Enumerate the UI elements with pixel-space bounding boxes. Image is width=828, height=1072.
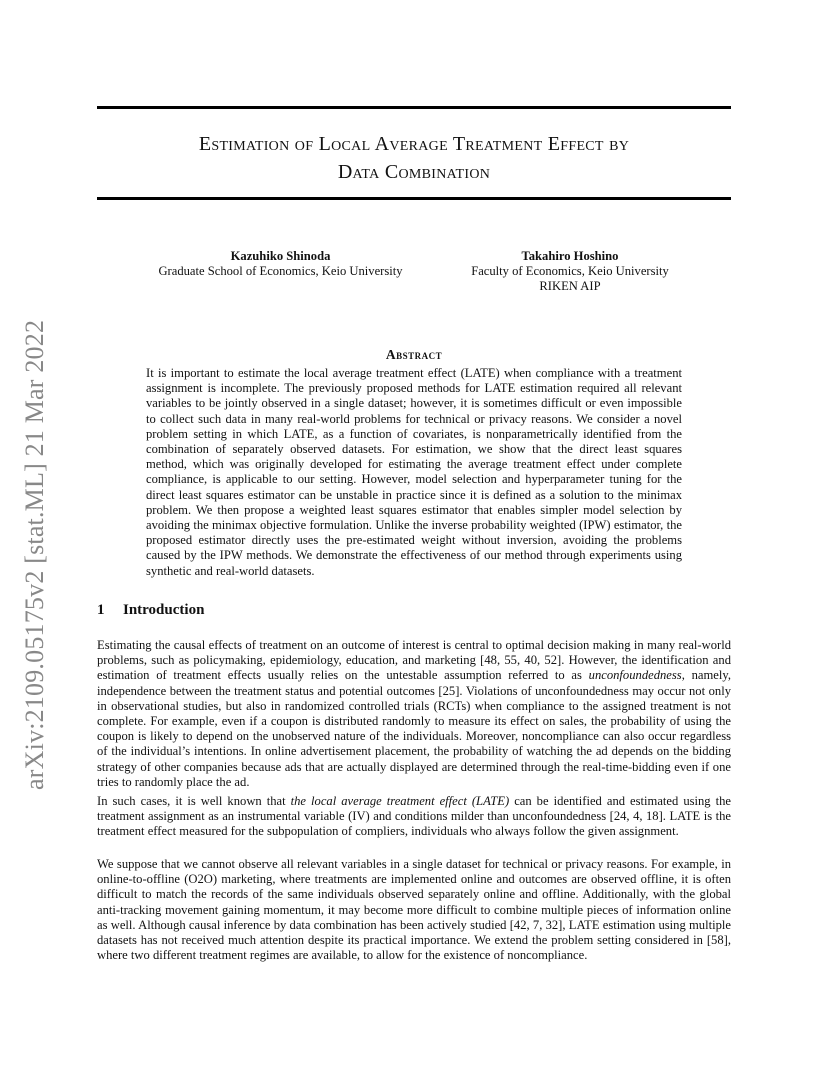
paragraph-text: We suppose that we cannot observe all relevant variables in a single dataset for technical or privacy reasons. For example, in online-to-offline (O2O) marketing, where treatments are implemented online and outcomes are observed offline, it is often difficult to match the records of the same individuals observed separately online and offline. Additionally, with the global anti-tracking movement gaining momentum, it may become more difficult to combine multiple pieces of information online as well. Although causal inference by data combination has been actively studied [42, 7, 32], LATE estimation using multiple datasets has not received much attention despite its practical importance. We extend the problem setting considered in [58], where two different treatment regimes are available, to allow for the existence of noncompliance. — [97, 857, 731, 963]
paragraph-text: Estimating the causal effects of treatment on an outcome of interest is central to optimal decision making in many real-world problems, such as policymaking, epidemiology, education, and marketing [48, 55, 40, 52]. However, the identification and estimation of treatment effects usually relies on the untestable assumption referred to as — [97, 638, 731, 683]
paper-title — [97, 130, 731, 186]
paragraph-text: In such cases, it is well known that — [97, 794, 291, 808]
section-heading — [97, 602, 204, 619]
author-affiliation: Graduate School of Economics, Keio University — [158, 264, 403, 278]
paragraph-emphasis: the local average treatment effect (LATE) — [290, 794, 510, 808]
section-title: Introduction — [123, 602, 205, 618]
title-bottom-rule — [97, 197, 731, 200]
author-affiliation: Faculty of Economics, Keio University — [471, 264, 669, 278]
paper-title-line-1: Estimation of Local Average Treatment Effect by — [198, 133, 630, 155]
section-number: 1 — [97, 602, 105, 618]
author-block — [138, 249, 423, 279]
body-paragraph — [97, 794, 731, 840]
paragraph-text: can be identified and estimated using the treatment assignment as an instrumental variable (IV) and conditions milder than unconfoundedness [24, 4, 18]. LATE is the treatment effect measured for the subpopulation of compliers, individuals who always follow the given assignment. — [97, 794, 732, 839]
body-paragraph — [97, 638, 731, 790]
paper-title-line-2: Data Combination — [337, 161, 491, 183]
author-name: Kazuhiko Shinoda — [230, 249, 331, 263]
abstract-heading: Abstract — [385, 347, 443, 362]
author-affiliation: RIKEN AIP — [539, 279, 601, 293]
author-name: Takahiro Hoshino — [521, 249, 619, 263]
paragraph-emphasis: unconfoundedness — [588, 668, 682, 683]
abstract-text: It is important to estimate the local average treatment effect (LATE) when compliance with a treatment assignment is incomplete. The previously proposed methods for LATE estimation required all relevant variables to be jointly observed in a single dataset; however, it is sometimes difficult or even impossible to collect such data in many real-world problems for technical or privacy reasons. We consider a novel problem setting in which LATE, as a function of covariates, is nonparametrically identified from the combination of separately observed datasets. For estimation, we show that the direct least squares method, which was originally developed for estimating the average treatment effect under complete compliance, is applicable to our setting. However, model selection and hyperparameter tuning for the direct least squares estimator can be unstable in practice since it is defined as a solution to the minimax problem. We then propose a weighted least squares estimator that enables simpler model selection by avoiding the minimax objective formulation. Unlike the inverse probability weighted (IPW) estimator, the proposed estimator directly uses the pre-estimated weight without inversion, avoiding the problems caused by the IPW methods. We demonstrate the effectiveness of our method through experiments using synthetic and real-world datasets. — [146, 366, 682, 578]
body-paragraph — [97, 857, 731, 963]
paragraph-text: , namely, independence between the treatment status and potential outcomes [25]. Violations of unconfoundedness may occur not only in observational studies, but also in randomized controlled trials (RCTs) when compliance to the assigned treatment is not complete. For example, even if a coupon is distributed randomly to measure its effect on sales, the probability of using the coupon is likely to depend on the unobserved nature of the individuals. Moreover, noncompliance can also occur regardless of the individual’s intentions. In online advertisement placement, the probability of watching the ad depends on the bidding strategy of other companies because ads that are actually displayed are determined through the real-time-bidding even if one tries to randomly place the ad. — [97, 668, 731, 789]
author-block — [455, 249, 685, 294]
title-top-rule — [97, 106, 731, 109]
arxiv-identifier-stamp: arXiv:2109.05175v2 [stat.ML] 21 Mar 2022 — [20, 319, 49, 790]
